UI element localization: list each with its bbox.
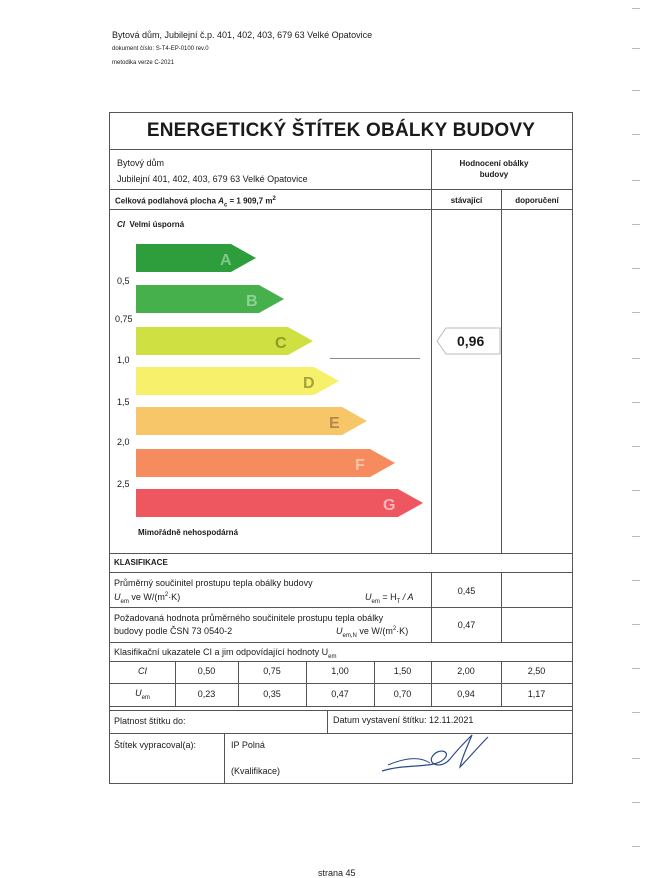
threshold-1: 0,5 [117,276,130,286]
ci-value: 0,50 [197,666,216,676]
ci-value: 1,50 [393,666,412,676]
uem-n-description: Požadovaná hodnota průměrného součinitele prostupu tepla obálky [114,613,384,623]
class-A-letter: A [220,252,232,269]
doc-header-number: dokument číslo: S-T4-EP-0100 rev.0 [112,46,209,52]
uem-value-cell: 0,70 [393,689,412,699]
building-type: Bytový dům [117,158,165,168]
threshold-3: 1,0 [117,355,130,365]
col-recommended: doporučení [515,196,559,205]
ci-value: 2,50 [527,666,546,676]
current-value: 0,96 [457,333,485,349]
ci-value: 0,75 [263,666,281,676]
signature [378,729,498,779]
building-address: Jubilejní 401, 402, 403, 679 63 Velké Opatovice [117,174,308,184]
uem-value-cell: 0,94 [457,689,475,699]
uem-n-formula: $U_{em,N}$ ve $W/(m^2\cdot K)$ [336,626,409,639]
uem-unit: $U_{em}$ ve $W/(m^2\cdot K)$ [114,592,181,605]
classification-heading: KLASIFIKACE [114,558,168,567]
class-G-letter: G [383,497,396,514]
class-E-letter: E [329,415,340,432]
uem-value-cell: 1,17 [527,689,546,699]
class-F-letter: F [355,457,365,474]
issue-date: Datum vystavení štítku: 12.11.2021 [333,715,474,725]
uem-n-value: 0,47 [457,620,476,630]
author-name: IP Polná [231,740,265,750]
uem-row-label: $U_{em}$ [135,688,150,701]
energy-label-frame [109,112,573,784]
scale-bottom-label: Mimořádně nehospodárná [138,528,239,537]
ci-value: 1,00 [331,666,349,676]
validity-label: Platnost štítku do: [114,716,186,726]
uem-n-standard: budovy podle ČSN 73 0540-2 [114,626,233,636]
label-title: ENERGETICKÝ ŠTÍTEK OBÁLKY BUDOVY [146,120,536,141]
class-G-bar [136,489,423,517]
col-current: stávající [450,196,483,205]
class-C-letter: C [275,335,287,352]
ci-row-label: CI [138,666,147,676]
energy-scale [110,233,430,533]
uem-value-cell: 0,47 [331,689,349,699]
author-qualification: (Kvalifikace) [231,766,281,776]
threshold-2: 0,75 [115,314,133,324]
ci-value: 2,00 [457,666,475,676]
author-label: Štítek vypracoval(a): [114,740,197,750]
threshold-5: 2,0 [117,437,130,447]
doc-header-address: Bytová dům, Jubilejní č.p. 401, 402, 403, 679 63 Velké Opatovice [112,30,373,40]
floor-area: Celková podlahová plocha $A_c = 1$ 909,7 $m^2$ [115,196,276,209]
page-number: strana 45 [318,868,356,878]
threshold-6: 2,5 [117,479,130,489]
uem-value-cell: 0,23 [197,689,216,699]
uem-value: 0,45 [457,586,476,596]
scale-top-label: CI Velmi úsporná [117,220,185,229]
class-A-bar [136,244,256,272]
uem-description: Průměrný součinitel prostupu tepla obálky budovy [114,578,313,588]
doc-header-method: metodika verze C-2021 [112,60,175,66]
value-pointer-line [330,358,420,359]
uem-value-cell: 0,35 [263,689,281,699]
class-B-bar [136,285,284,313]
class-B-letter: B [246,293,258,310]
ci-table-heading: Klasifikační ukazatele CI a jim odpovídající hodnoty $U_{em}$ [114,647,337,660]
class-D-letter: D [303,375,315,392]
evaluation-header: Hodnocení obálky budovy [459,159,529,179]
threshold-4: 1,5 [117,397,130,407]
uem-formula: $U_{em} = H_T / A$ [365,592,414,605]
